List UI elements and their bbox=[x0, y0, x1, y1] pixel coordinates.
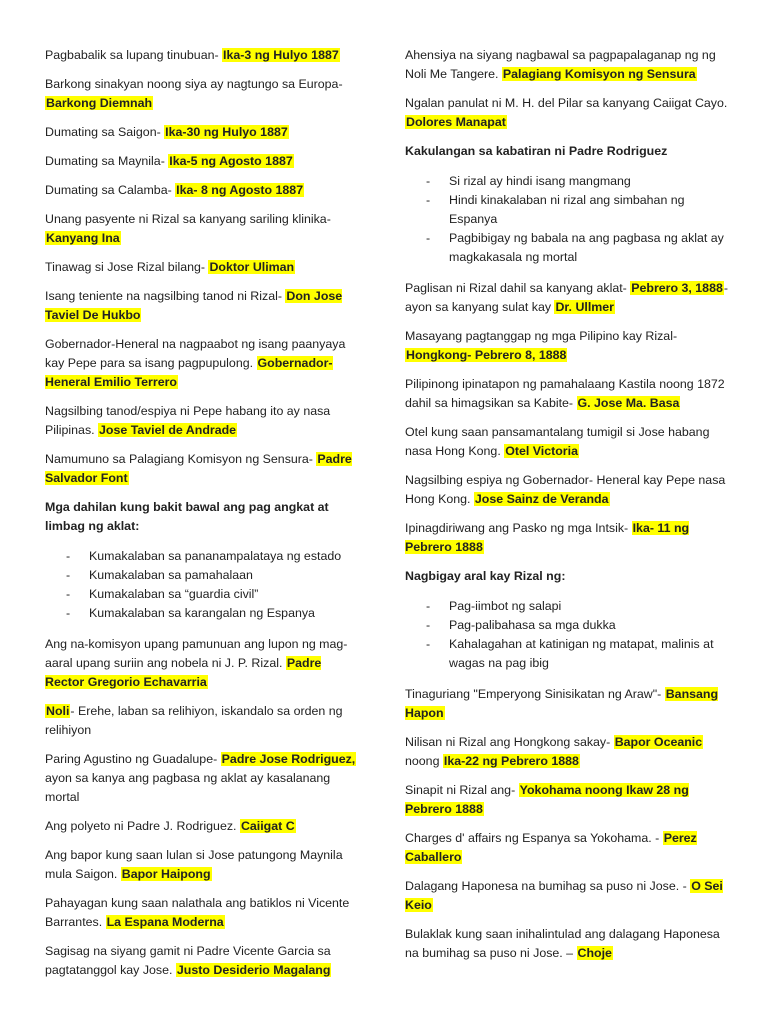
entry-answer: Padre Salvador Font bbox=[45, 452, 352, 485]
entry bbox=[405, 327, 730, 365]
entry-answer: Ika-30 ng Hulyo 1887 bbox=[165, 125, 288, 139]
list-item: - Hindi kinakalaban ni rizal ang simbahan ng Espanya bbox=[405, 191, 730, 229]
entry bbox=[45, 450, 363, 488]
entry bbox=[45, 75, 363, 113]
entry bbox=[45, 894, 363, 932]
entry-text: Ang na-komisyon upang pamunuan ang lupon ng mag-aaral upang suriin ang nobela ni J. P. Rizal. bbox=[45, 637, 348, 670]
entry-answer: Ika- 8 ng Agosto 1887 bbox=[176, 183, 304, 197]
entry-answer: Ika-22 ng Pebrero 1888 bbox=[443, 754, 579, 768]
entry-answer: Bapor Haipong bbox=[121, 867, 211, 881]
rodriguez-list bbox=[405, 172, 730, 267]
entry bbox=[405, 925, 730, 963]
entry-text: Paglisan ni Rizal dahil sa kanyang aklat- bbox=[405, 281, 631, 295]
entry bbox=[45, 287, 363, 325]
entry-text: Namumuno sa Palagiang Komisyon ng Sensura- bbox=[45, 452, 317, 466]
entry-text: Nagsilbing espiya ng Gobernador- Heneral kay Pepe nasa Hong Kong. bbox=[405, 473, 726, 506]
entry bbox=[45, 750, 363, 807]
entry bbox=[405, 375, 730, 413]
left-column bbox=[45, 46, 363, 990]
right-entries-3 bbox=[405, 685, 730, 963]
right-entries-2 bbox=[405, 279, 730, 557]
entry bbox=[405, 829, 730, 867]
entry bbox=[45, 123, 363, 142]
entry-answer: Barkong Diemnah bbox=[46, 96, 153, 110]
entry-answer: Ika-3 ng Hulyo 1887 bbox=[223, 48, 339, 62]
entry-answer: Palagiang Komisyon ng Sensura bbox=[502, 67, 696, 81]
section-heading: Kakulangan sa kabatiran ni Padre Rodriguez bbox=[405, 144, 668, 158]
entry bbox=[45, 46, 363, 65]
entry-answer: Justo Desiderio Magalang bbox=[176, 963, 331, 977]
entry bbox=[405, 733, 730, 771]
list-item: - Kumakalaban sa pamahalaan bbox=[45, 566, 363, 585]
entry bbox=[45, 942, 363, 980]
section-heading: Mga dahilan kung bakit bawal ang pag angkat at limbag ng aklat: bbox=[45, 500, 329, 533]
entry-text: Dalagang Haponesa na bumihag sa puso ni Jose. - bbox=[405, 879, 691, 893]
list-item: - Kumakalaban sa pananampalataya ng estado bbox=[45, 547, 363, 566]
entry-answer: Don Jose Taviel De Hukbo bbox=[45, 289, 343, 322]
entry-answer: Perez Caballero bbox=[405, 831, 697, 864]
entry-answer: Yokohama noong Ikaw 28 ng Pebrero 1888 bbox=[405, 783, 689, 816]
entry bbox=[45, 635, 363, 692]
list-item: - Pag-iimbot ng salapi bbox=[405, 597, 730, 616]
entry-text: Bulaklak kung saan inihalintulad ang dalagang Haponesa na bumihag sa puso ni Jose. – bbox=[405, 927, 720, 960]
reasons-list bbox=[45, 547, 363, 623]
entry bbox=[405, 46, 730, 84]
entry bbox=[405, 877, 730, 915]
entry-text: Charges d' affairs ng Espanya sa Yokohama. - bbox=[405, 831, 663, 845]
entry-answer: Jose Taviel de Andrade bbox=[99, 423, 237, 437]
entry bbox=[45, 702, 363, 740]
entry-answer: Hongkong- Pebrero 8, 1888 bbox=[406, 348, 567, 362]
entry-text: Pagbabalik sa lupang tinubuan- bbox=[45, 48, 223, 62]
list-item: - Kumakalaban sa “guardia civil” bbox=[45, 585, 363, 604]
entry bbox=[45, 258, 363, 277]
entry-text: Dumating sa Saigon- bbox=[45, 125, 165, 139]
list-item: - Si rizal ay hindi isang mangmang bbox=[405, 172, 730, 191]
entry-text: ayon sa kanya ang pagbasa ng aklat ay kasalanang mortal bbox=[45, 771, 331, 804]
entry-answer: Caiigat C bbox=[240, 819, 295, 833]
entry-answer: Kanyang Ina bbox=[46, 231, 120, 245]
left-entries-2 bbox=[45, 635, 363, 980]
entry-text: Tinaguriang "Emperyong Sinisikatan ng Araw"- bbox=[405, 687, 665, 701]
entry-answer: Choje bbox=[577, 946, 612, 960]
entry bbox=[45, 181, 363, 200]
entry bbox=[405, 94, 730, 132]
left-entries bbox=[45, 46, 363, 488]
entry bbox=[45, 817, 363, 836]
entry bbox=[405, 423, 730, 461]
entry bbox=[45, 846, 363, 884]
entry-text: Unang pasyente ni Rizal sa kanyang sariling klinika- bbox=[45, 212, 331, 226]
entry-answer: Jose Sainz de Veranda bbox=[474, 492, 609, 506]
entry-text: Masayang pagtanggap ng mga Pilipino kay Rizal- bbox=[405, 329, 678, 343]
entry-text: Isang teniente na nagsilbing tanod ni Rizal- bbox=[45, 289, 286, 303]
entry bbox=[45, 335, 363, 392]
entry bbox=[405, 279, 730, 317]
entry-text: Gobernador-Heneral na nagpaabot ng isang paanyaya kay Pepe para sa isang pagpupulong. bbox=[45, 337, 346, 370]
list-item: - Pag-palibahasa sa mga dukka bbox=[405, 616, 730, 635]
entry-text: Dumating sa Calamba- bbox=[45, 183, 176, 197]
entry-answer: Ika-5 ng Agosto 1887 bbox=[169, 154, 293, 168]
entry-text: Sagisag na siyang gamit ni Padre Vicente Garcia sa pagtatanggol kay Jose. bbox=[45, 944, 331, 977]
entry-answer: Pebrero 3, 1888 bbox=[631, 281, 723, 295]
entry-answer: G. Jose Ma. Basa bbox=[577, 396, 680, 410]
entry-text: noong bbox=[405, 754, 443, 768]
entry bbox=[45, 402, 363, 440]
right-column bbox=[405, 46, 730, 973]
entry-answer: O Sei Keio bbox=[405, 879, 723, 912]
entry-text: Ang bapor kung saan lulan si Jose patungong Maynila mula Saigon. bbox=[45, 848, 343, 881]
entry-text: Ahensiya na siyang nagbawal sa pagpapalaganap ng ng Noli Me Tangere. bbox=[405, 48, 716, 81]
list-item: - Kumakalaban sa karangalan ng Espanya bbox=[45, 604, 363, 623]
list-item: - Kahalagahan at katinigan ng matapat, malinis at wagas na pag ibig bbox=[405, 635, 730, 673]
lessons-list bbox=[405, 597, 730, 673]
entry-answer: Gobernador-Heneral Emilio Terrero bbox=[45, 356, 333, 389]
entry-text: Nagsilbing tanod/espiya ni Pepe habang ito ay nasa Pilipinas. bbox=[45, 404, 331, 437]
entry bbox=[45, 152, 363, 171]
entry-text: Barkong sinakyan noong siya ay nagtungo sa Europa- bbox=[45, 77, 343, 91]
entry-text: - ayon sa kanyang sulat kay bbox=[405, 281, 728, 314]
entry-answer: Otel Victoria bbox=[505, 444, 578, 458]
entry bbox=[45, 210, 363, 248]
entry-text: Ang polyeto ni Padre J. Rodriguez. bbox=[45, 819, 240, 833]
entry-answer: Bapor Oceanic bbox=[614, 735, 703, 749]
entry-text: Paring Agustino ng Guadalupe- bbox=[45, 752, 221, 766]
entry-answer: Dr. Ullmer bbox=[555, 300, 615, 314]
section-heading: Nagbigay aral kay Rizal ng: bbox=[405, 569, 566, 583]
entry-text: Nilisan ni Rizal ang Hongkong sakay- bbox=[405, 735, 614, 749]
entry-answer: Ika- 11 ng Pebrero 1888 bbox=[405, 521, 690, 554]
entry-answer: Padre Jose Rodriguez, bbox=[221, 752, 356, 766]
entry-answer: Doktor Uliman bbox=[209, 260, 295, 274]
list-item: - Pagbibigay ng babala na ang pagbasa ng aklat ay magkakasala ng mortal bbox=[405, 229, 730, 267]
entry bbox=[405, 471, 730, 509]
entry-text: Dumating sa Maynila- bbox=[45, 154, 169, 168]
entry-answer: La Espana Moderna bbox=[106, 915, 224, 929]
entry-answer: Padre Rector Gregorio Echavarria bbox=[45, 656, 322, 689]
entry bbox=[405, 781, 730, 819]
entry bbox=[405, 685, 730, 723]
entry-text: Ipinagdiriwang ang Pasko ng mga Intsik- bbox=[405, 521, 632, 535]
entry-text: - Erehe, laban sa relihiyon, iskandalo sa orden ng relihiyon bbox=[45, 704, 343, 737]
entry bbox=[405, 519, 730, 557]
entry-text: Pilipinong ipinatapon ng pamahalaang Kastila noong 1872 dahil sa himagsikan sa Kabite- bbox=[405, 377, 725, 410]
entry-answer: Dolores Manapat bbox=[406, 115, 506, 129]
entry-answer: Bansang Hapon bbox=[405, 687, 719, 720]
entry-answer: Noli bbox=[46, 704, 70, 718]
entry-text: Otel kung saan pansamantalang tumigil si Jose habang nasa Hong Kong. bbox=[405, 425, 710, 458]
right-entries bbox=[405, 46, 730, 132]
entry-text: Sinapit ni Rizal ang- bbox=[405, 783, 519, 797]
entry-text: Pahayagan kung saan nalathala ang batiklos ni Vicente Barrantes. bbox=[45, 896, 350, 929]
entry-text: Ngalan panulat ni M. H. del Pilar sa kanyang Caiigat Cayo. bbox=[405, 96, 728, 110]
entry-text: Tinawag si Jose Rizal bilang- bbox=[45, 260, 209, 274]
